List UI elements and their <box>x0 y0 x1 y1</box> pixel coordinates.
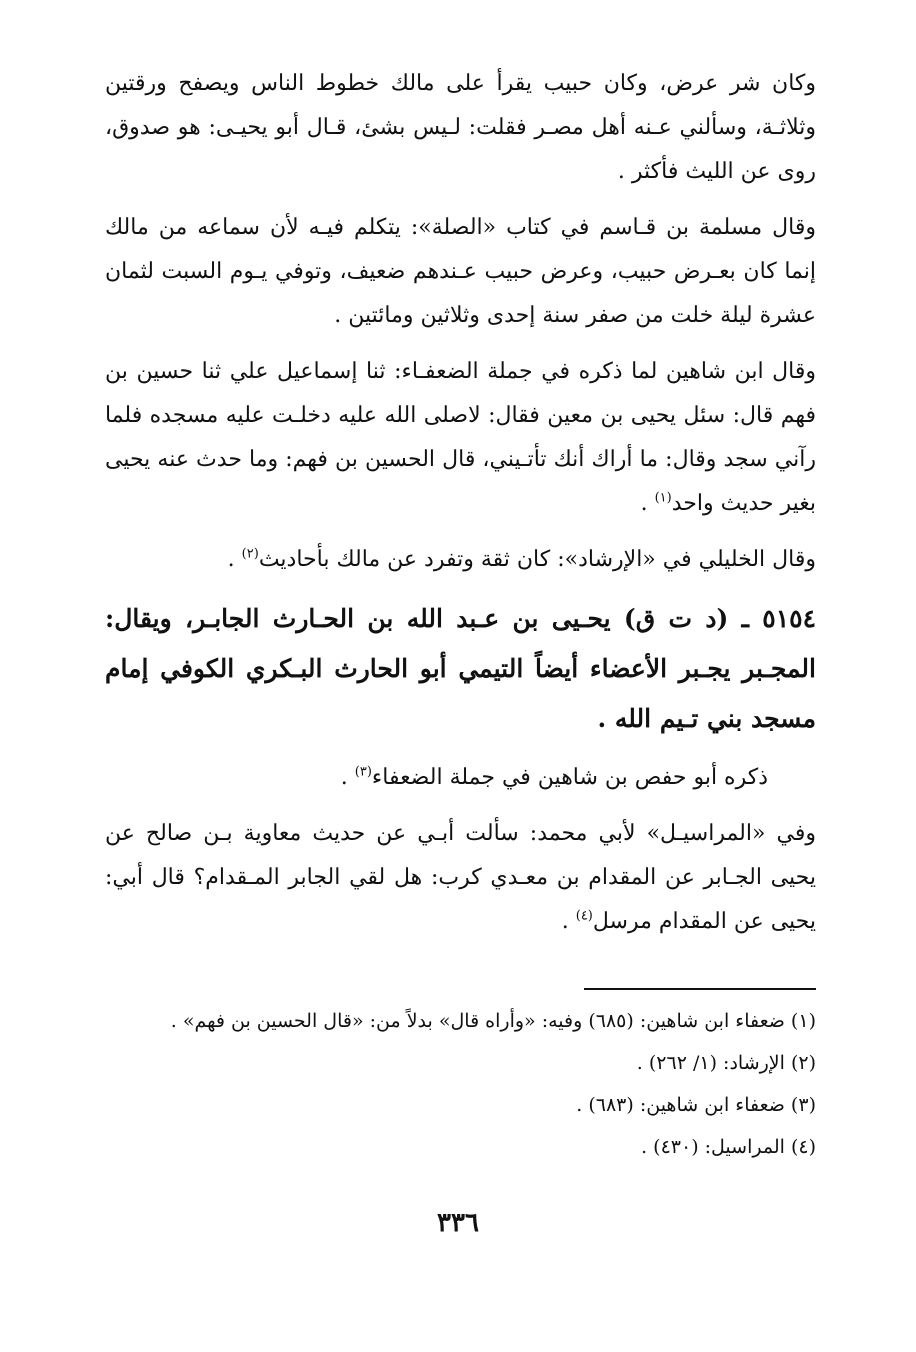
footnote-ref-2: (٢) <box>241 546 259 562</box>
paragraph-5-end: . <box>340 765 355 790</box>
paragraph-4-text: وقال الخليلي في «الإرشاد»: كان ثقة وتفرد عن مالك بأحاديث <box>258 547 816 572</box>
paragraph-2: وقال مسلمة بن قـاسم في كتاب «الصلة»: يتكلم فيـه لأن سماعه من مالك إنما كان بعـرض حبيب، وعرض حبيب عـندهم ضعيف، وتوفي يـوم السبت لثمان عشرة ليلة خلت من صفر سنة إحدى وثلاثين ومائتين . <box>105 215 816 328</box>
paragraph-6-end: . <box>561 909 576 934</box>
entry-heading: ٥١٥٤ ـ (د ت ق) يحـيى بن عـبد الله بن الحـارث الجابـر، ويقال: المجـبر يجـبر الأعضاء أيضاً التيمي أبو الحارث البـكري الكوفي إمام مسجد بني تـيم الله . <box>105 604 816 733</box>
paragraph-4-end: . <box>227 547 242 572</box>
footnote-1: (١) ضعفاء ابن شاهين: (٦٨٥) وفيه: «وأراه قال» بدلاً من: «قال الحسين بن فهم» . <box>170 1010 816 1032</box>
footnote-2: (٢) الإرشاد: (١/ ٢٦٢) . <box>636 1052 816 1074</box>
paragraph-6-text: وفي «المراسيـل» لأبي محمد: سألت أبـي عن حديث معاوية بـن صالح عن يحيى الجـابر عن المقدام بن معـدي كرب: هل لقي الجابر المـقدام؟ قال أبي: يحيى عن المقدام مرسل <box>105 821 816 934</box>
paragraph-5 <box>105 756 816 800</box>
main-text <box>105 62 816 956</box>
footnote-3: (٣) ضعفاء ابن شاهين: (٦٨٣) . <box>576 1094 816 1116</box>
paragraph-3-text: وقال ابن شاهين لما ذكره في جملة الضعفـاء: ثنا إسماعيل علي ثنا حسين بن فهم قال: سئل يحيى بن معين فقال: لاصلى الله عليه دخلـت عليه مسجده فلما رآني سجد وقال: ما أراك أنك تأتـيني، قال الحسين بن فهم: وما حدث عنه يحيى بغير حديث واحد <box>105 359 816 516</box>
page-number: ٣٣٦ <box>437 1208 479 1238</box>
footnotes <box>105 1000 816 1168</box>
footnote-4: (٤) المراسيل: (٤٣٠) . <box>641 1136 816 1158</box>
paragraph-3 <box>105 350 816 526</box>
paragraph-4 <box>105 538 816 582</box>
paragraph-5-text: ذكره أبو حفص بن شاهين في جملة الضعفاء <box>371 765 768 790</box>
footnote-ref-1: (١) <box>654 490 672 506</box>
paragraph-1: وكان شر عرض، وكان حبيب يقرأ على مالك خطوط الناس ويصفح ورقتين وثلاثـة، وسألني عـنه أهل مصـر فقلت: لـيس بشئ، قـال أبو يحيـى: هو صدوق، روى عن الليث فأكثر . <box>105 71 816 184</box>
paragraph-3-end: . <box>640 491 655 516</box>
footnote-separator <box>584 988 816 990</box>
footnote-ref-4: (٤) <box>575 908 593 924</box>
paragraph-6 <box>105 812 816 944</box>
footnote-ref-3: (٣) <box>354 764 372 780</box>
